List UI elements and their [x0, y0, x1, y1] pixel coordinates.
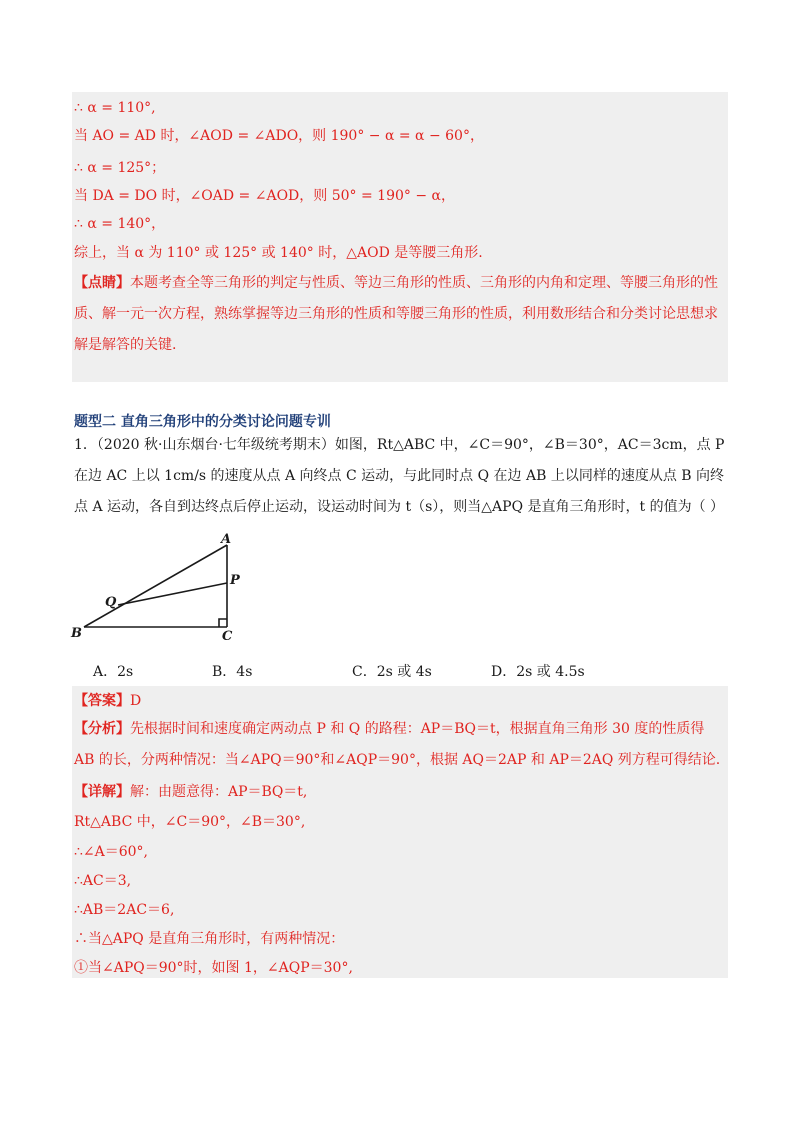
right-angle-mark	[219, 619, 227, 627]
label-C: C	[222, 629, 233, 644]
solution-line-4: 当 DA = DO 时，∠OAD = ∠AOD，则 50° = 190° − α，	[74, 188, 455, 204]
detail-line-2: Rt△ABC 中，∠C＝90°，∠B＝30°,	[74, 814, 306, 830]
detail-text-1: 解：由题意得：AP＝BQ＝t,	[130, 784, 308, 800]
analysis-paragraph	[74, 714, 726, 776]
detail-line-6: ∴当△APQ 是直角三角形时，有两种情况：	[74, 931, 345, 947]
analysis-tag: 【分析】	[74, 721, 130, 737]
detail-line-5: ∴AB＝2AC＝6,	[74, 902, 175, 918]
label-P: P	[230, 573, 240, 588]
solution-line-3: ∴ α = 125°；	[74, 160, 166, 176]
answer-value: D	[130, 693, 142, 709]
question-text: （2020 秋·山东烟台·七年级统考期末）如图，Rt△ABC 中，∠C＝90°，∠B＝30°，AC＝3cm，点 P 在边 AC 上以 1cm/s 的速度从点 A 向终点 C 运动，与此同时点 Q 在边 AB 上以同样的速度从点 B 向终点 A 运动，各自到达终点后停止运动，设运动时间为 t（s），则当△APQ 是直角三角形时，t 的值为（ ）	[74, 437, 725, 515]
segment-QP	[118, 583, 227, 605]
comment-paragraph	[74, 268, 726, 361]
question-paragraph	[74, 430, 726, 523]
segment-BA	[84, 545, 227, 627]
section-title: 题型二 直角三角形中的分类讨论问题专训	[74, 414, 331, 430]
analysis-text: 先根据时间和速度确定两动点 P 和 Q 的路程：AP＝BQ＝t，根据直角三角形 30 度的性质得 AB 的长，分两种情况：当∠APQ＝90°和∠AQP＝90°，根据 AQ＝2AP 和 AP＝2AQ 列方程可得结论.	[74, 721, 721, 768]
label-A: A	[221, 532, 232, 547]
detail-line-3: ∴∠A＝60°,	[74, 844, 149, 860]
detail-line-7: ①当∠APQ＝90°时，如图 1，∠AQP＝30°,	[74, 960, 353, 976]
option-b: B．4s	[212, 664, 253, 680]
label-B: B	[71, 626, 82, 641]
solution-line-6: 综上，当 α 为 110° 或 125° 或 140° 时，△AOD 是等腰三角形.	[74, 245, 483, 261]
answer-line	[74, 691, 141, 711]
comment-text: 本题考查全等三角形的判定与性质、等边三角形的性质、三角形的内角和定理、等腰三角形的性质、解一元一次方程，熟练掌握等边三角形的性质和等腰三角形的性质，利用数形结合和分类讨论思想求解是解答的关键.	[74, 275, 718, 353]
detail-line-1	[74, 782, 307, 802]
solution-line-5: ∴ α = 140°，	[74, 216, 166, 232]
comment-tag: 【点睛】	[74, 275, 130, 291]
option-a: A．2s	[93, 664, 134, 680]
detail-tag: 【详解】	[74, 784, 130, 800]
option-d: D．2s 或 4.5s	[491, 664, 585, 680]
answer-tag: 【答案】	[74, 693, 130, 709]
question-number: 1．	[74, 437, 97, 453]
detail-line-4: ∴AC＝3,	[74, 873, 132, 889]
solution-line-2: 当 AO = AD 时，∠AOD = ∠ADO，则 190° − α = α − 60°，	[74, 128, 484, 144]
solution-line-1: ∴ α = 110°,	[74, 100, 156, 116]
label-Q: Q	[105, 595, 117, 610]
option-c: C．2s 或 4s	[352, 664, 432, 680]
